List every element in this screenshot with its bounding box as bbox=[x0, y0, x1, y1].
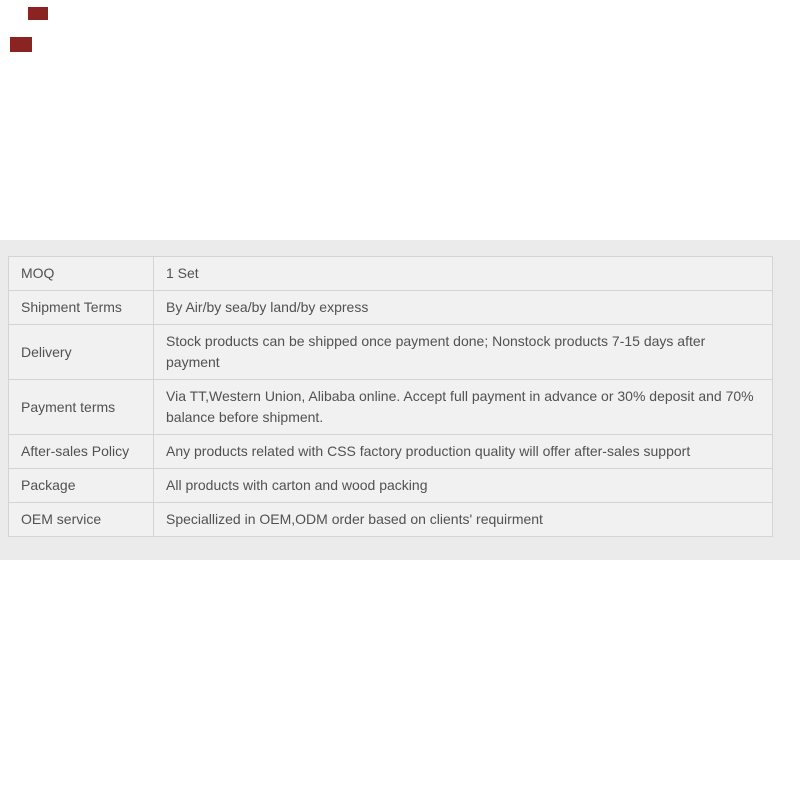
spec-section-background bbox=[0, 240, 800, 560]
row-label: After-sales Policy bbox=[9, 435, 154, 469]
row-label: Package bbox=[9, 469, 154, 503]
table-row-shipment-terms bbox=[9, 291, 773, 325]
row-value: By Air/by sea/by land/by express bbox=[154, 291, 773, 325]
table-row-moq bbox=[9, 257, 773, 291]
row-label: MOQ bbox=[9, 257, 154, 291]
row-value: Stock products can be shipped once payment done; Nonstock products 7-15 days after payment bbox=[154, 325, 773, 380]
row-value: Via TT,Western Union, Alibaba online. Accept full payment in advance or 30% deposit and 70% balance before shipment. bbox=[154, 380, 773, 435]
table-row-after-sales-policy bbox=[9, 435, 773, 469]
table-row-package bbox=[9, 469, 773, 503]
table-row-oem-service bbox=[9, 503, 773, 537]
row-value: Any products related with CSS factory production quality will offer after-sales support bbox=[154, 435, 773, 469]
product-spec-table bbox=[8, 256, 773, 537]
row-value: Speciallized in OEM,ODM order based on clients' requirment bbox=[154, 503, 773, 537]
table-row-delivery bbox=[9, 325, 773, 380]
row-value: All products with carton and wood packing bbox=[154, 469, 773, 503]
row-label: OEM service bbox=[9, 503, 154, 537]
row-label: Delivery bbox=[9, 325, 154, 380]
row-value: 1 Set bbox=[154, 257, 773, 291]
red-watermark-fragment-icon bbox=[28, 7, 48, 20]
row-label: Payment terms bbox=[9, 380, 154, 435]
row-label: Shipment Terms bbox=[9, 291, 154, 325]
red-watermark-fragment-icon bbox=[10, 37, 32, 52]
table-row-payment-terms bbox=[9, 380, 773, 435]
